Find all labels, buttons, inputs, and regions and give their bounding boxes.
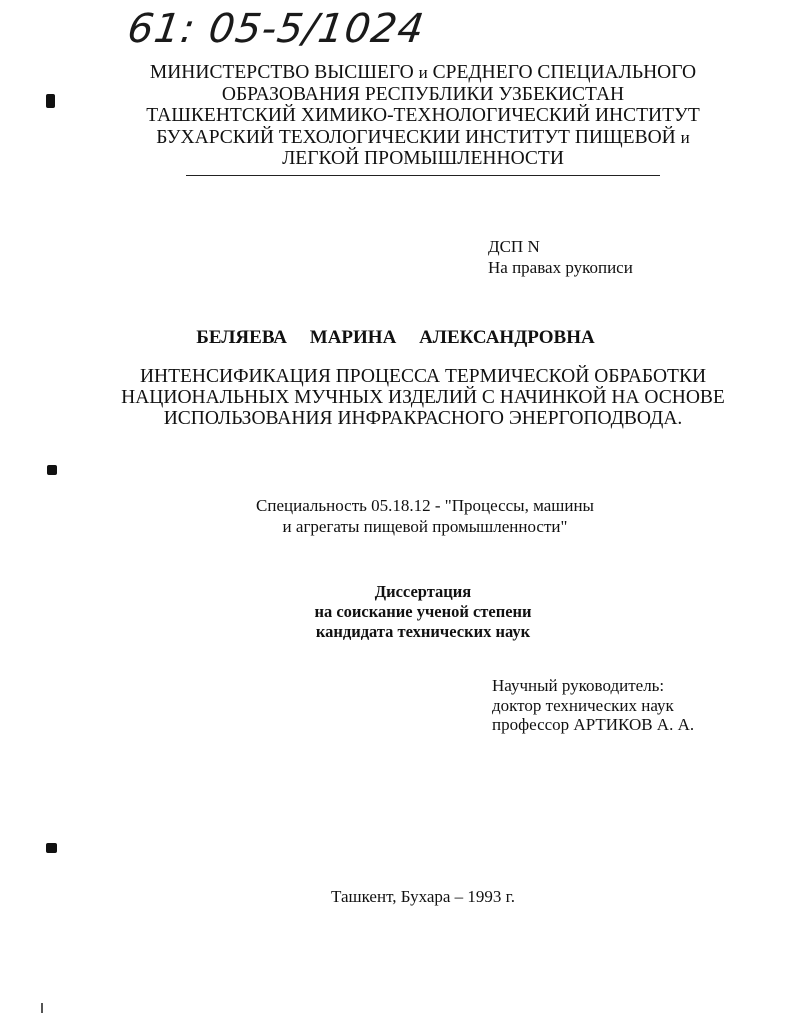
handwritten-archive-number: 61: 05-5/1024	[124, 6, 428, 52]
speciality	[200, 495, 650, 537]
title-line-1: ИНТЕНСИФИКАЦИЯ ПРОЦЕССА ТЕРМИЧЕСКОЙ ОБРАБОТКИ	[139, 366, 707, 387]
header-divider	[186, 175, 660, 176]
header-line-1-conjunction: и	[418, 63, 428, 82]
header-line-3: ТАШКЕНТСКИЙ ХИМИКО-ТЕХНОЛОГИЧЕСКИЙ ИНСТИТУТ	[146, 105, 700, 126]
author-name	[0, 327, 791, 349]
header-line-4	[140, 127, 706, 149]
header-line-1-part-b: СРЕДНЕГО СПЕЦИАЛЬНОГО	[427, 62, 697, 83]
author-first-name: МАРИНА	[309, 327, 397, 348]
supervisor-block	[492, 676, 694, 735]
supervisor-degree: доктор технических наук	[492, 695, 674, 715]
degree-line-3: кандидата технических наук	[315, 622, 531, 641]
header-line-1-part-a: МИНИСТЕРСТВО ВЫСШЕГО	[149, 62, 419, 83]
restriction-note	[488, 236, 633, 278]
supervisor-name: профессор АРТИКОВ А. А.	[492, 715, 695, 734]
dissertation-label: Диссертация	[374, 582, 472, 601]
header-line-1	[140, 62, 706, 84]
author-surname: БЕЛЯЕВА	[196, 327, 288, 348]
supervisor-label: Научный руководитель:	[492, 676, 665, 695]
degree-statement	[250, 582, 596, 642]
dissertation-title	[120, 366, 726, 429]
institution-header	[140, 62, 706, 170]
binding-mark-1	[46, 94, 55, 108]
header-line-2: ОБРАЗОВАНИЯ РЕСПУБЛИКИ УЗБЕКИСТАН	[221, 83, 625, 105]
header-line-4-part-a: БУХАРСКИЙ ТЕХОЛОГИЧЕСКИИ ИНСТИТУТ ПИЩЕВОЙ	[156, 126, 681, 148]
binding-mark-2	[47, 465, 57, 475]
speciality-line-2: и агрегаты пищевой промышленности"	[282, 517, 568, 536]
manuscript-rights-label: На правах рукописи	[488, 258, 633, 277]
title-line-3: ИСПОЛЬЗОВАНИЯ ИНФРАКРАСНОГО ЭНЕРГОПОДВОДА.	[163, 408, 683, 429]
header-line-5: ЛЕГКОЙ ПРОМЫШЛЕННОСТИ	[282, 148, 564, 169]
header-line-4-conjunction: и	[680, 127, 690, 147]
degree-line-2: на соискание ученой степени	[314, 602, 532, 621]
scan-speck	[41, 1003, 43, 1013]
speciality-line-1: Специальность 05.18.12 - "Процессы, машины	[256, 496, 594, 515]
city-year: Ташкент, Бухара – 1993 г.	[331, 887, 515, 906]
dsp-label: ДСП N	[488, 237, 540, 256]
binding-mark-3	[46, 843, 57, 853]
title-line-2: НАЦИОНАЛЬНЫХ МУЧНЫХ ИЗДЕЛИЙ С НАЧИНКОЙ НА ОСНОВЕ	[121, 387, 725, 408]
author-patronymic: АЛЕКСАНДРОВНА	[419, 327, 595, 348]
